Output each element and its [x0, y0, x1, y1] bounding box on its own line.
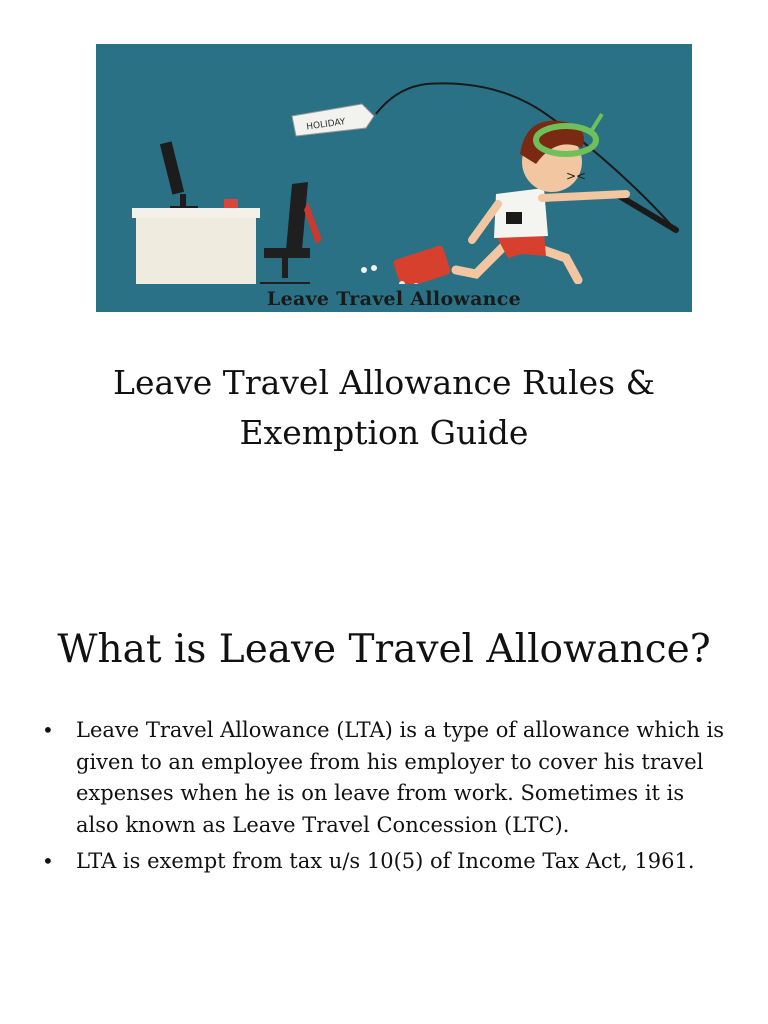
office-escape-illustration — [96, 44, 692, 312]
bullet-marker: • — [42, 849, 54, 873]
section-heading: What is Leave Travel Allowance? — [57, 627, 711, 672]
bullet-text: LTA is exempt from tax u/s 10(5) of Income Tax Act, 1961. — [76, 849, 695, 873]
office-chair — [258, 182, 322, 291]
red-suitcase — [361, 245, 451, 290]
bullet-item — [40, 715, 730, 841]
bullet-marker: • — [42, 718, 54, 742]
svg-text:><: >< — [566, 169, 587, 183]
bullet-list — [40, 715, 730, 883]
computer-monitor — [160, 141, 198, 211]
page-title: Leave Travel Allowance Rules & Exemption Guide — [113, 363, 655, 452]
banner-illustration — [96, 44, 692, 312]
holiday-tag — [292, 104, 374, 136]
bullet-text: Leave Travel Allowance (LTA) is a type of allowance which is given to an employee from his employer to cover his travel expenses when he is on leave from work. Sometimes it is also known as Leave Travel Concession (LTC). — [76, 718, 725, 837]
bullet-item — [40, 846, 730, 878]
holiday-tag-label: HOLIDAY — [305, 117, 347, 133]
banner-caption: Leave Travel Allowance — [266, 288, 522, 310]
running-man-figure — [361, 114, 626, 289]
office-desk — [132, 199, 260, 288]
